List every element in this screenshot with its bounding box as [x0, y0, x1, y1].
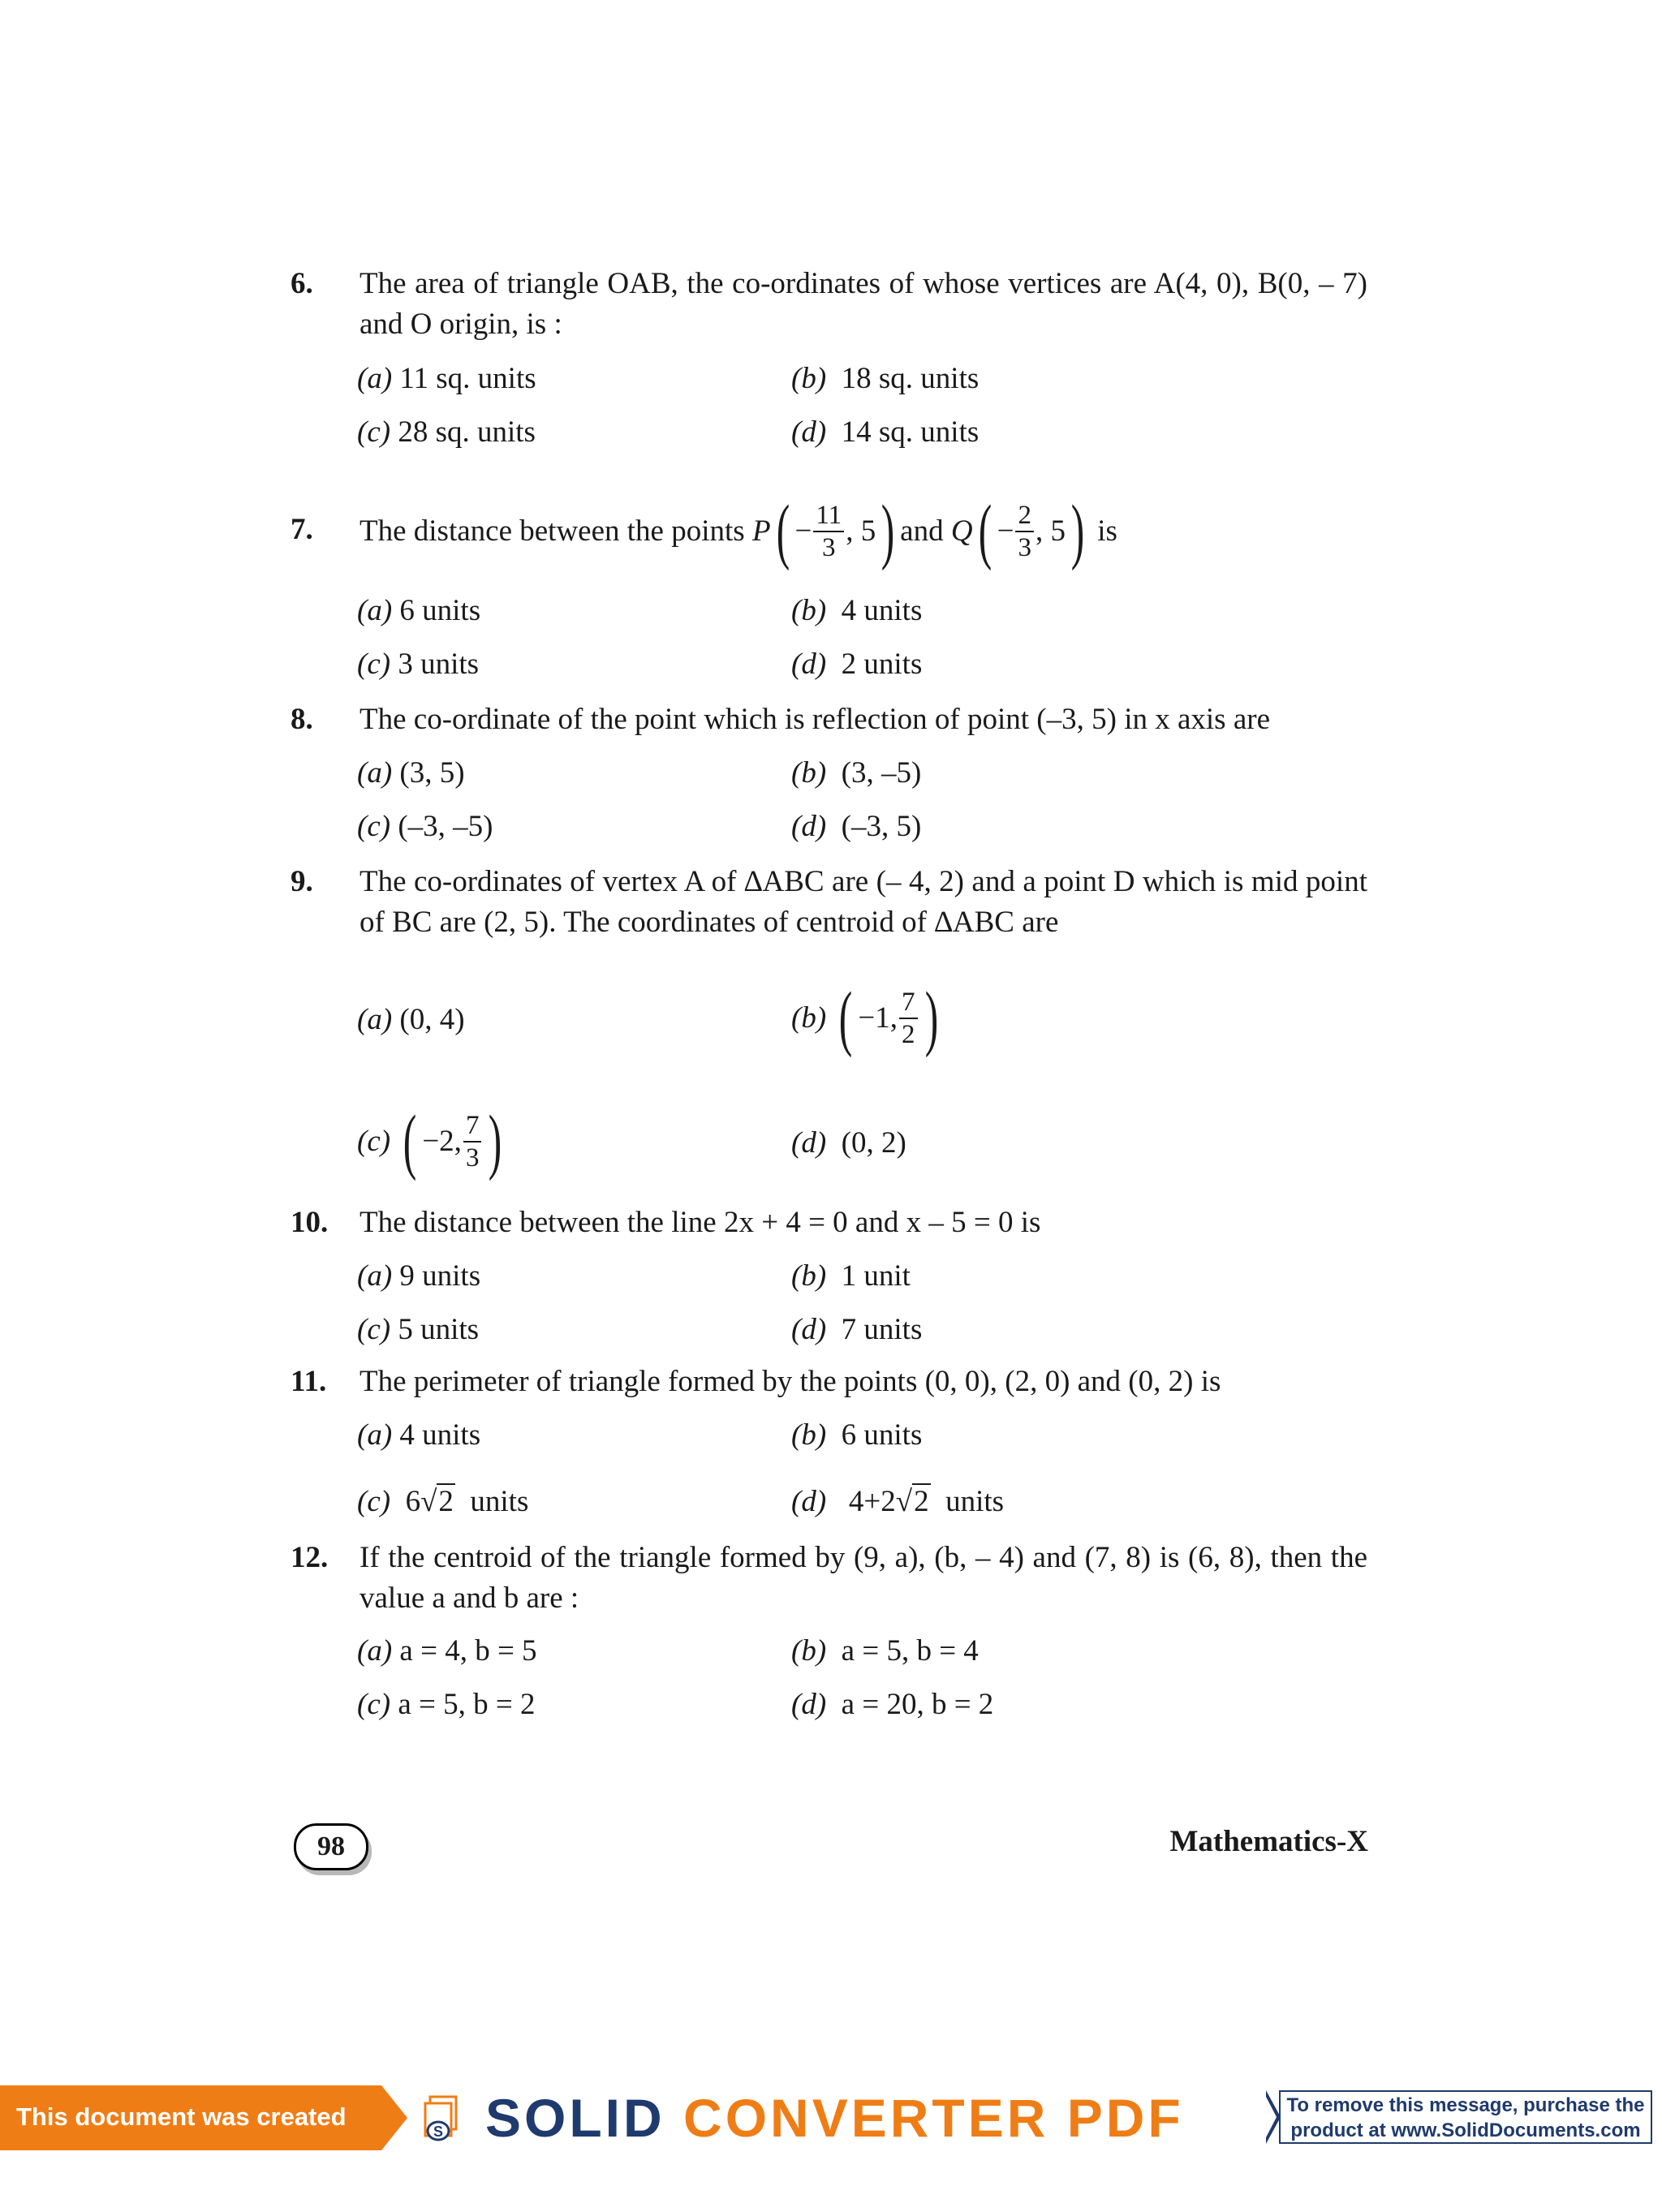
option-text: a = 5, b = 2	[398, 1688, 536, 1721]
option-label: (d)	[791, 1485, 827, 1518]
option-b	[791, 1256, 911, 1297]
fraction	[463, 1110, 482, 1173]
option-text: 18 sq. units	[841, 362, 980, 395]
subject-title: Mathematics-X	[1169, 1825, 1368, 1858]
left-paren: (	[839, 978, 853, 1058]
option-label: (d)	[791, 415, 827, 449]
option-d	[791, 1685, 993, 1725]
option-label: (c)	[357, 648, 391, 681]
question-number: 7.	[291, 513, 313, 546]
coordinate-x: −2,	[422, 1125, 462, 1158]
option-text: (0, 2)	[841, 1126, 906, 1160]
option-c	[357, 412, 536, 453]
option-text: a = 4, b = 5	[399, 1634, 537, 1668]
option-d	[791, 412, 979, 453]
radicand: 2	[914, 1485, 929, 1518]
option-label: (b)	[791, 1634, 827, 1668]
option-label: (c)	[357, 1125, 391, 1158]
option-a	[357, 753, 465, 794]
option-b	[791, 1631, 979, 1672]
option-a	[357, 1631, 537, 1672]
option-text: (–3, –5)	[398, 810, 493, 843]
option-label: (a)	[357, 1418, 393, 1452]
option-a	[357, 1415, 480, 1456]
point-p-y: 5	[860, 514, 876, 548]
option-label: (c)	[357, 1313, 391, 1346]
question-text: If the centroid of the triangle formed by (9, a), (b, – 4) and (7, 8) is (6, 8), then the value a and b are :	[360, 1541, 1367, 1615]
denominator: 3	[1018, 533, 1031, 562]
option-d	[791, 807, 921, 847]
option-text: 9 units	[399, 1259, 481, 1293]
option-text: 4 units	[399, 1418, 481, 1452]
question-text-part: The distance between the points	[360, 514, 745, 548]
option-label: (c)	[357, 1485, 391, 1518]
option-a	[357, 591, 480, 631]
option-text: 14 sq. units	[841, 415, 980, 449]
banner-purchase-message[interactable]	[1279, 2090, 1652, 2144]
question-number: 10.	[291, 1206, 329, 1239]
converter-banner	[0, 2085, 1662, 2194]
option-label: (d)	[791, 648, 827, 681]
option-text: a = 20, b = 2	[841, 1688, 994, 1721]
minus-sign: −	[794, 514, 812, 548]
option-c	[357, 644, 479, 685]
option-c	[357, 1482, 528, 1522]
option-label: (c)	[357, 810, 391, 843]
sqrt-icon: √	[895, 1485, 913, 1518]
option-a	[357, 1256, 480, 1297]
point-q-y: 5	[1050, 514, 1066, 548]
option-label: (b)	[791, 362, 827, 395]
option-text: (0, 4)	[399, 1003, 465, 1036]
option-b	[791, 753, 921, 794]
option-label: (b)	[791, 1001, 827, 1035]
question-text	[360, 487, 1117, 576]
right-paren: )	[924, 978, 938, 1058]
fraction	[899, 987, 918, 1050]
option-label: (d)	[791, 1126, 827, 1160]
option-c	[357, 1310, 479, 1350]
question-number: 8.	[291, 703, 313, 736]
option-text: a = 5, b = 4	[841, 1634, 979, 1668]
option-b	[791, 591, 922, 631]
option-text: 2 units	[841, 648, 923, 681]
question-7	[292, 487, 1371, 576]
option-label: (d)	[791, 1313, 827, 1346]
option-text: 1 unit	[841, 1259, 911, 1293]
option-label: (a)	[357, 362, 393, 395]
option-label: (d)	[791, 810, 827, 843]
option-text: 7 units	[841, 1313, 923, 1346]
option-text: 28 sq. units	[398, 415, 536, 449]
coordinate-x: −1,	[858, 1001, 898, 1035]
question-text: The co-ordinate of the point which is reflection of point (–3, 5) in x axis are	[360, 703, 1270, 736]
option-label: (b)	[791, 756, 827, 790]
question-text: The perimeter of triangle formed by the points (0, 0), (2, 0) and (0, 2) is	[360, 1365, 1221, 1398]
numerator: 2	[1015, 500, 1034, 532]
point-q-name: Q	[950, 514, 973, 548]
expression-prefix: 4+2	[848, 1485, 896, 1518]
left-paren: (	[776, 491, 790, 571]
question-number: 9.	[291, 865, 313, 898]
option-text: 11 sq. units	[399, 362, 536, 395]
right-paren: )	[881, 491, 895, 571]
option-c	[357, 1685, 535, 1725]
point-p-name: P	[751, 514, 771, 548]
option-text: 4 units	[841, 594, 923, 627]
option-d	[791, 1310, 922, 1350]
question-number: 12.	[291, 1541, 329, 1574]
option-label: (a)	[357, 1259, 393, 1293]
banner-message-line2[interactable]: product at www.SolidDocuments.com	[1290, 2119, 1641, 2141]
banner-title-solid: SOLID	[485, 2088, 665, 2148]
option-label: (b)	[791, 1259, 827, 1293]
option-label: (c)	[357, 415, 391, 449]
option-label: (a)	[357, 756, 393, 790]
left-paren: (	[403, 1101, 417, 1181]
numerator: 7	[899, 987, 918, 1019]
right-paren: )	[489, 1101, 502, 1181]
denominator: 3	[822, 533, 836, 562]
option-text: 3 units	[398, 648, 480, 681]
banner-message-line1: To remove this message, purchase the	[1286, 2094, 1645, 2116]
option-d	[791, 644, 922, 685]
sqrt-icon: √	[420, 1485, 437, 1518]
question-text-part: is	[1097, 514, 1117, 548]
fraction	[813, 500, 844, 563]
option-unit: units	[470, 1485, 529, 1518]
question-number: 6.	[291, 267, 313, 300]
option-b	[791, 1415, 922, 1456]
option-label: (b)	[791, 594, 827, 627]
option-b	[791, 359, 979, 399]
comma: ,	[846, 514, 854, 548]
option-b	[791, 974, 944, 1063]
question-text-part: and	[900, 514, 944, 548]
option-c	[357, 1097, 507, 1186]
option-d	[791, 1123, 906, 1164]
question-text: The distance between the line 2x + 4 = 0 and x – 5 = 0 is	[360, 1206, 1041, 1239]
page-number-badge: 98	[294, 1823, 368, 1870]
option-text: (3, 5)	[399, 756, 465, 790]
option-unit: units	[945, 1485, 1005, 1518]
denominator: 3	[465, 1143, 480, 1173]
option-label: (a)	[357, 1003, 393, 1036]
numerator: 7	[463, 1110, 482, 1143]
option-label: (a)	[357, 594, 393, 627]
denominator: 2	[902, 1020, 915, 1049]
option-label: (a)	[357, 1634, 393, 1668]
banner-arrow-icon	[381, 2085, 407, 2150]
right-paren: )	[1070, 491, 1085, 571]
option-text: 6 units	[399, 594, 481, 627]
option-text: 5 units	[398, 1313, 480, 1346]
comma: ,	[1035, 514, 1044, 548]
option-label: (d)	[791, 1688, 827, 1721]
banner-product-title	[485, 2089, 1184, 2147]
minus-sign: −	[997, 514, 1014, 548]
option-text: (–3, 5)	[841, 810, 922, 843]
fraction	[1015, 500, 1034, 563]
option-d	[791, 1482, 1004, 1522]
banner-title-converter: CONVERTER PDF	[683, 2088, 1184, 2148]
option-text: 6 units	[841, 1418, 923, 1452]
banner-chevron-inner	[1264, 2094, 1277, 2141]
option-label: (c)	[357, 1688, 391, 1721]
question-number: 11.	[291, 1365, 327, 1398]
radicand: 2	[438, 1485, 454, 1518]
question-text: The area of triangle OAB, the co-ordinates of whose vertices are A(4, 0), B(0, – 7) and O origin, is :	[360, 267, 1367, 341]
option-a	[357, 359, 536, 399]
option-a	[357, 1000, 465, 1040]
coefficient: 6	[405, 1485, 421, 1518]
banner-left-text: This document was created using	[0, 2085, 381, 2150]
option-c	[357, 807, 493, 847]
option-text: (3, –5)	[841, 756, 922, 790]
numerator: 11	[813, 500, 844, 532]
svg-text:S: S	[433, 2124, 444, 2140]
left-paren: (	[978, 491, 992, 571]
option-label: (b)	[791, 1418, 827, 1452]
document-logo-icon	[422, 2095, 459, 2142]
question-text: The co-ordinates of vertex A of ∆ABC are (– 4, 2) and a point D which is mid point of BC are (2, 5). The coordinates of centroid of ∆ABC are	[360, 865, 1367, 939]
